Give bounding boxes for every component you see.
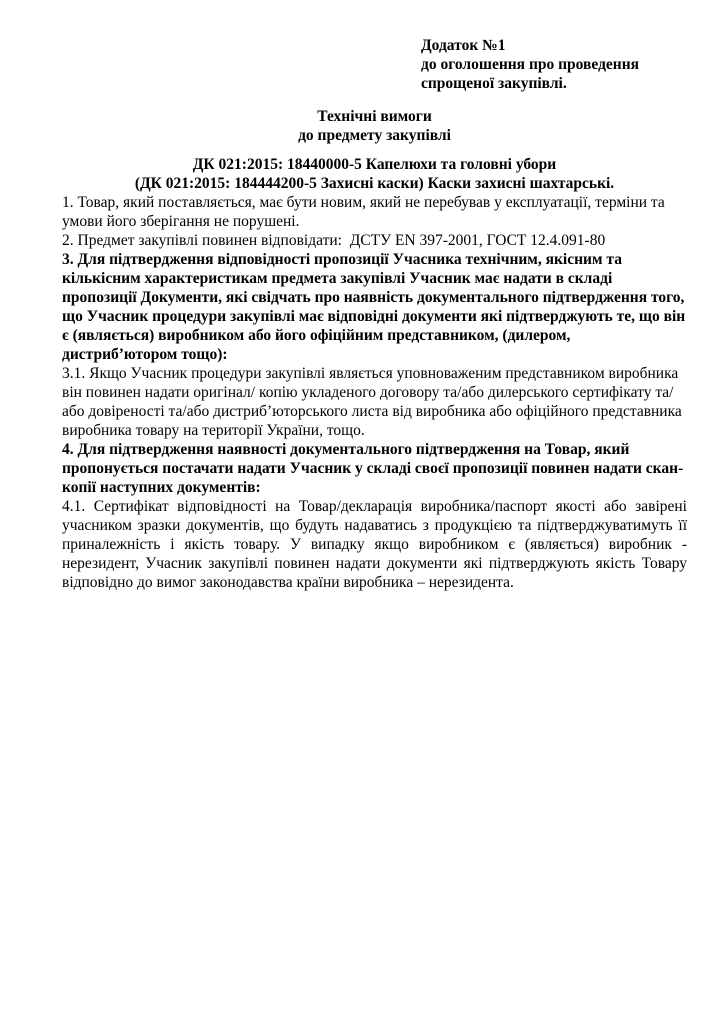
- annex-line-3: спрощеної закупівлі.: [421, 75, 567, 92]
- annex-line-2: до оголошення про проведення: [421, 56, 640, 73]
- paragraph-3-1: 3.1. Якщо Учасник процедури закупівлі являється уповноваженим представником виробника він повинен надати оригінал/ копію укладеного договору та/або дилерського сертифікату та/або довіреності та/або дистриб’юторського листа від виробника або офіційного представника виробника товару на території України, тощо.: [62, 365, 686, 439]
- document-title-line-2: до предмету закупівлі: [298, 127, 451, 144]
- document-title: [62, 107, 687, 145]
- subject-heading-line-2: (ДК 021:2015: 184444200-5 Захисні каски) Каски захисні шахтарські.: [134, 175, 615, 192]
- paragraph-3: 3. Для підтвердження відповідності пропозиції Учасника технічним, якісним та кількісним характеристикам предмета закупівлі Учасник має надати в складі пропозиції Документи, які свідчать про наявність документального підтвердження того, що Учасник процедури закупівлі має відповідні документи які підтверджують те, що він є (являється) виробником або його офіційним представником, (дилером, дистриб’ютором тощо):: [62, 251, 690, 363]
- subject-heading: [62, 155, 687, 193]
- paragraph-2: 2. Предмет закупівлі повинен відповідати: ДСТУ EN 397-2001, ГОСТ 12.4.091-80: [62, 232, 606, 249]
- paragraph-4-1: 4.1. Сертифікат відповідності на Товар/декларація виробника/паспорт якості або завірені учасником зразки документів, що будуть надаватись з продукцією та підтверджуватимуть її приналежність і якість товару. У випадку якщо виробником є (являється) виробник - нерезидент, Учасник закупівлі повинен надати документи які підтверджують якість Товару відповідно до вимог законодавства країни виробника – нерезидента.: [62, 498, 691, 591]
- document-title-line-1: Технічні вимоги: [317, 108, 432, 125]
- subject-heading-line-1: ДК 021:2015: 18440000-5 Капелюхи та головні убори: [192, 156, 557, 173]
- annex-label: [421, 36, 687, 93]
- paragraph-4: 4. Для підтвердження наявності документального підтвердження на Товар, який пропонується постачати надати Учасник у складі своєї пропозиції повинен надати скан- копії наступних документів:: [62, 441, 688, 496]
- paragraph-1: 1. Товар, який поставляється, має бути новим, який не перебував у експлуатації, терміни та умови його зберігання не порушені.: [62, 194, 669, 230]
- annex-line-1: Додаток №1: [421, 37, 506, 54]
